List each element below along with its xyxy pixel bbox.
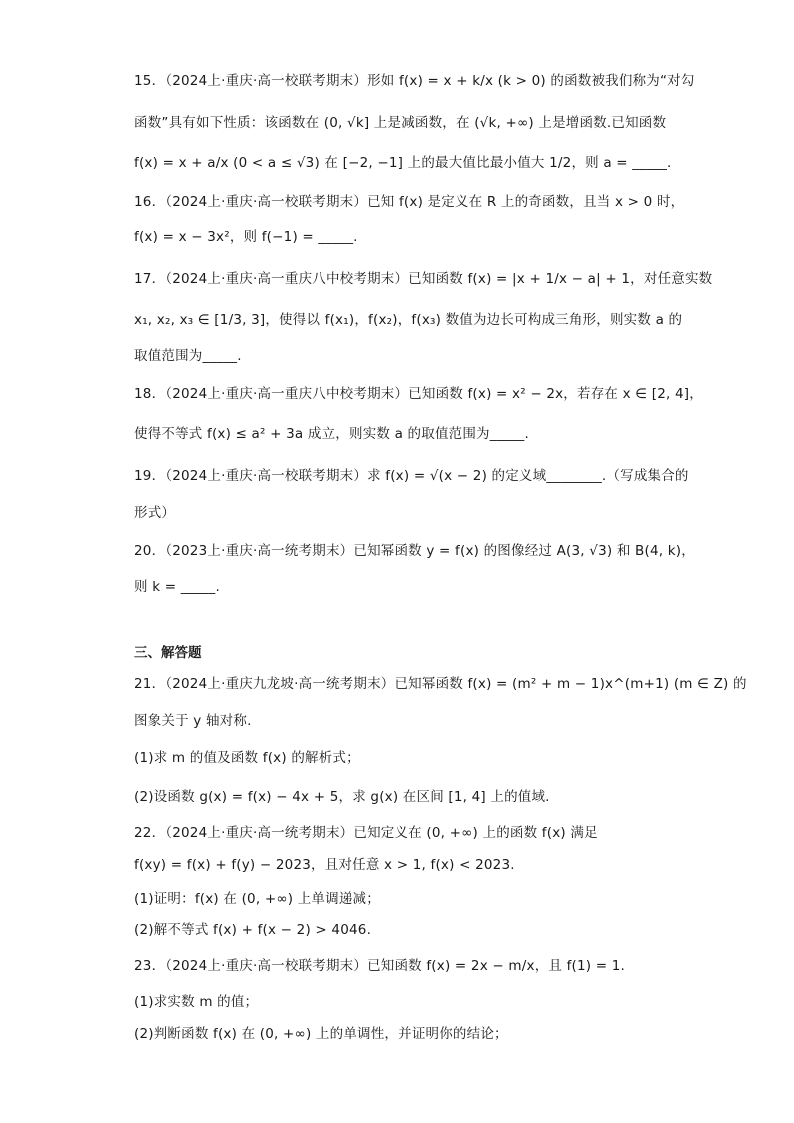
problem-22-line-2: f(xy) = f(x) + f(y) − 2023，且对任意 x > 1, f(x) < 2023. (134, 857, 515, 873)
problem-21-line-1: 21．（2024上·重庆九龙坡·高一统考期末）已知幂函数 f(x) = (m² + m − 1)x^(m+1) (m ∈ Z) 的 (134, 676, 747, 692)
problem-15-line-1: 15．（2024上·重庆·高一校联考期末）形如 f(x) = x + k/x (k > 0) 的函数被我们称为“对勾 (134, 73, 695, 89)
problem-21-line-4: (2)设函数 g(x) = f(x) − 4x + 5，求 g(x) 在区间 [1, 4] 上的值域. (134, 789, 550, 805)
problem-19-line-1: 19．（2024上·重庆·高一校联考期末）求 f(x) = √(x − 2) 的定义域________.（写成集合的 (134, 468, 689, 484)
problem-18-line-2: 使得不等式 f(x) ≤ a² + 3a 成立，则实数 a 的取值范围为_____. (134, 426, 529, 442)
problem-23-line-3: (2)判断函数 f(x) 在 (0, +∞) 上的单调性，并证明你的结论； (134, 1026, 508, 1042)
problem-23-line-1: 23．（2024上·重庆·高一校联考期末）已知函数 f(x) = 2x − m/x，且 f(1) = 1. (134, 958, 626, 974)
problem-18-line-1: 18．（2024上·重庆·高一重庆八中校考期末）已知函数 f(x) = x² − 2x，若存在 x ∈ [2, 4]， (134, 386, 703, 402)
problem-19-line-2: 形式） (134, 505, 176, 521)
problem-16-line-2: f(x) = x − 3x²，则 f(−1) = _____. (134, 229, 358, 245)
problem-20-line-2: 则 k = _____. (134, 579, 220, 595)
problem-17-line-3: 取值范围为_____. (134, 348, 242, 364)
problem-15-line-2: 函数”具有如下性质：该函数在 (0, √k] 上是减函数，在 (√k, +∞) 上是增函数.已知函数 (134, 115, 667, 131)
problem-20-line-1: 20．（2023上·重庆·高一统考期末）已知幂函数 y = f(x) 的图像经过 A(3, √3) 和 B(4, k)， (134, 543, 695, 559)
problem-22-line-4: (2)解不等式 f(x) + f(x − 2) > 4046. (134, 922, 372, 938)
section-title: 三、解答题 (134, 645, 202, 661)
problem-22-line-1: 22．（2024上·重庆·高一统考期末）已知定义在 (0, +∞) 上的函数 f(x) 满足 (134, 825, 598, 841)
problem-21-line-2: 图象关于 y 轴对称. (134, 713, 252, 729)
problem-22-line-3: (1)证明：f(x) 在 (0, +∞) 上单调递减； (134, 891, 380, 907)
problem-23-line-2: (1)求实数 m 的值； (134, 994, 259, 1010)
problem-16-line-1: 16．（2024上·重庆·高一校联考期末）已知 f(x) 是定义在 R 上的奇函数，且当 x > 0 时， (134, 194, 685, 210)
problem-17-line-2: x₁, x₂, x₃ ∈ [1/3, 3]，使得以 f(x₁)，f(x₂)，f(x₃) 数值为边长可构成三角形，则实数 a 的 (134, 312, 683, 328)
problem-15-line-3: f(x) = x + a/x (0 < a ≤ √3) 在 [−2, −1] 上的最大值比最小值大 1/2，则 a = _____. (134, 155, 672, 171)
problem-17-line-1: 17．（2024上·重庆·高一重庆八中校考期末）已知函数 f(x) = |x + 1/x − a| + 1，对任意实数 (134, 271, 713, 287)
problem-21-line-3: (1)求 m 的值及函数 f(x) 的解析式； (134, 750, 360, 766)
